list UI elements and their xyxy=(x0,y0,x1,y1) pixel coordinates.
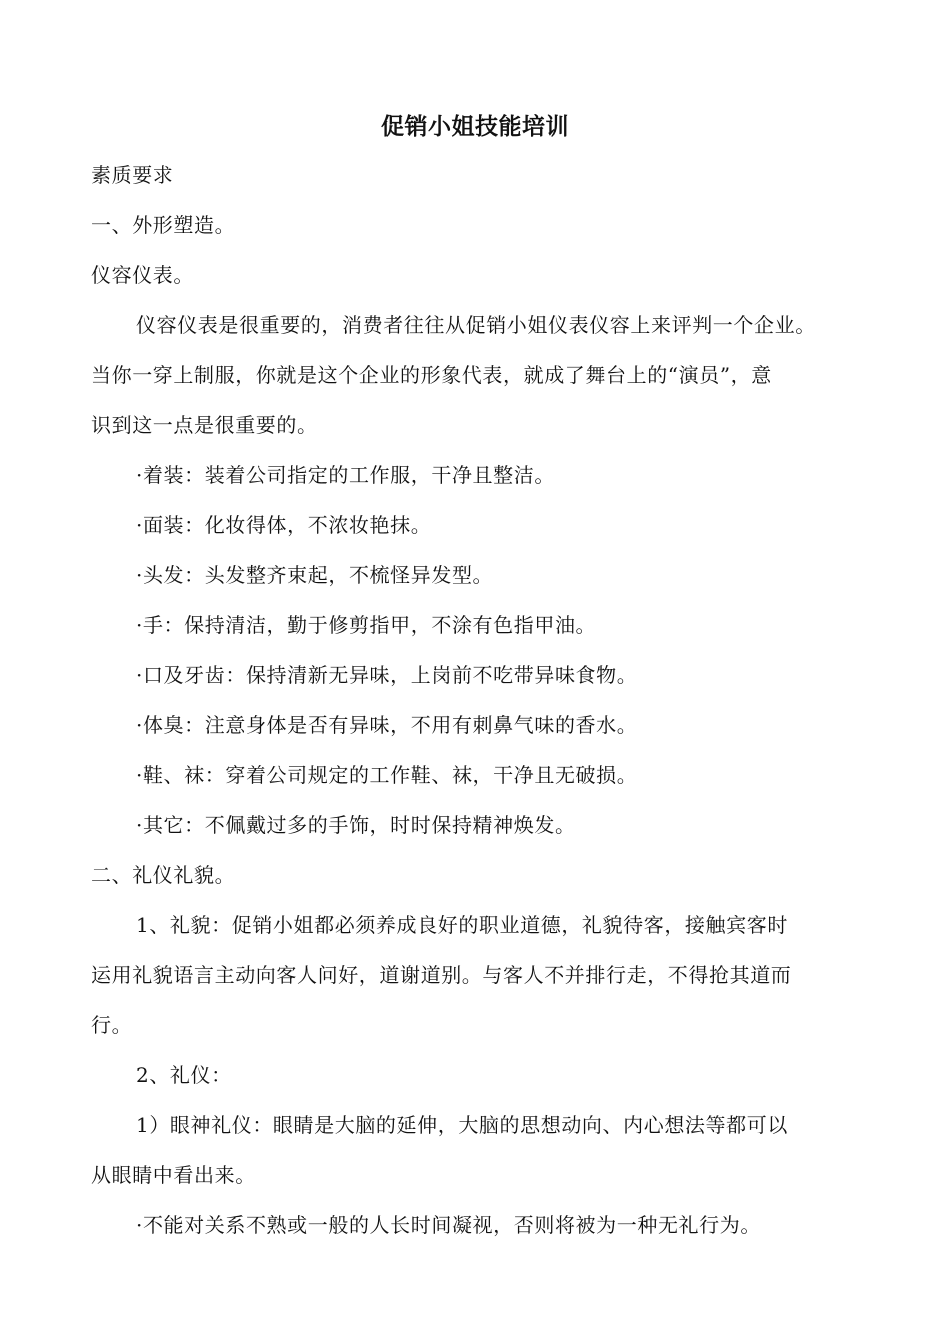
paragraph-line: 从眼睛中看出来。 xyxy=(91,1163,256,1187)
section-heading-quality: 素质要求 xyxy=(91,163,174,187)
paragraph-line: 当你一穿上制服，你就是这个企业的形象代表，就成了舞台上的“演员”，意 xyxy=(91,363,772,387)
bullet-item-makeup: ·面装：化妆得体，不浓妆艳抹。 xyxy=(136,513,432,537)
section-heading-appearance: 一、外形塑造。 xyxy=(91,213,236,237)
section-heading-etiquette: 二、礼仪礼貌。 xyxy=(91,863,236,887)
paragraph-line: 1、礼貌：促销小姐都必须养成良好的职业道德，礼貌待客，接触宾客时 xyxy=(136,913,788,937)
paragraph-line: 行。 xyxy=(91,1013,133,1037)
paragraph-line: 1）眼神礼仪：眼睛是大脑的延伸，大脑的思想动向、内心想法等都可以 xyxy=(136,1113,788,1137)
bullet-item-mouth: ·口及牙齿：保持清新无异味，上岗前不吃带异味食物。 xyxy=(136,663,638,687)
bullet-item-dress: ·着装：装着公司指定的工作服，干净且整洁。 xyxy=(136,463,555,487)
subheading-grooming: 仪容仪表。 xyxy=(91,263,194,287)
paragraph-line: 运用礼貌语言主动向客人问好，道谢道别。与客人不并排行走，不得抢其道而 xyxy=(91,963,792,987)
paragraph-line: 识到这一点是很重要的。 xyxy=(91,413,318,437)
document-title: 促销小姐技能培训 xyxy=(381,113,569,140)
bullet-item-hair: ·头发：头发整齐束起，不梳怪异发型。 xyxy=(136,563,494,587)
bullet-item-shoes: ·鞋、袜：穿着公司规定的工作鞋、袜，干净且无破损。 xyxy=(136,763,638,787)
bullet-item-odor: ·体臭：注意身体是否有异味，不用有刺鼻气味的香水。 xyxy=(136,713,638,737)
paragraph-line: 仪容仪表是很重要的，消费者往往从促销小姐仪表仪容上来评判一个企业。 xyxy=(136,313,816,337)
bullet-item-gaze: ·不能对关系不熟或一般的人长时间凝视，否则将被为一种无礼行为。 xyxy=(136,1213,761,1237)
bullet-item-hands: ·手：保持清洁，勤于修剪指甲，不涂有色指甲油。 xyxy=(136,613,597,637)
bullet-item-other: ·其它：不佩戴过多的手饰，时时保持精神焕发。 xyxy=(136,813,576,837)
subheading-etiquette: 2、礼仪： xyxy=(136,1063,232,1087)
